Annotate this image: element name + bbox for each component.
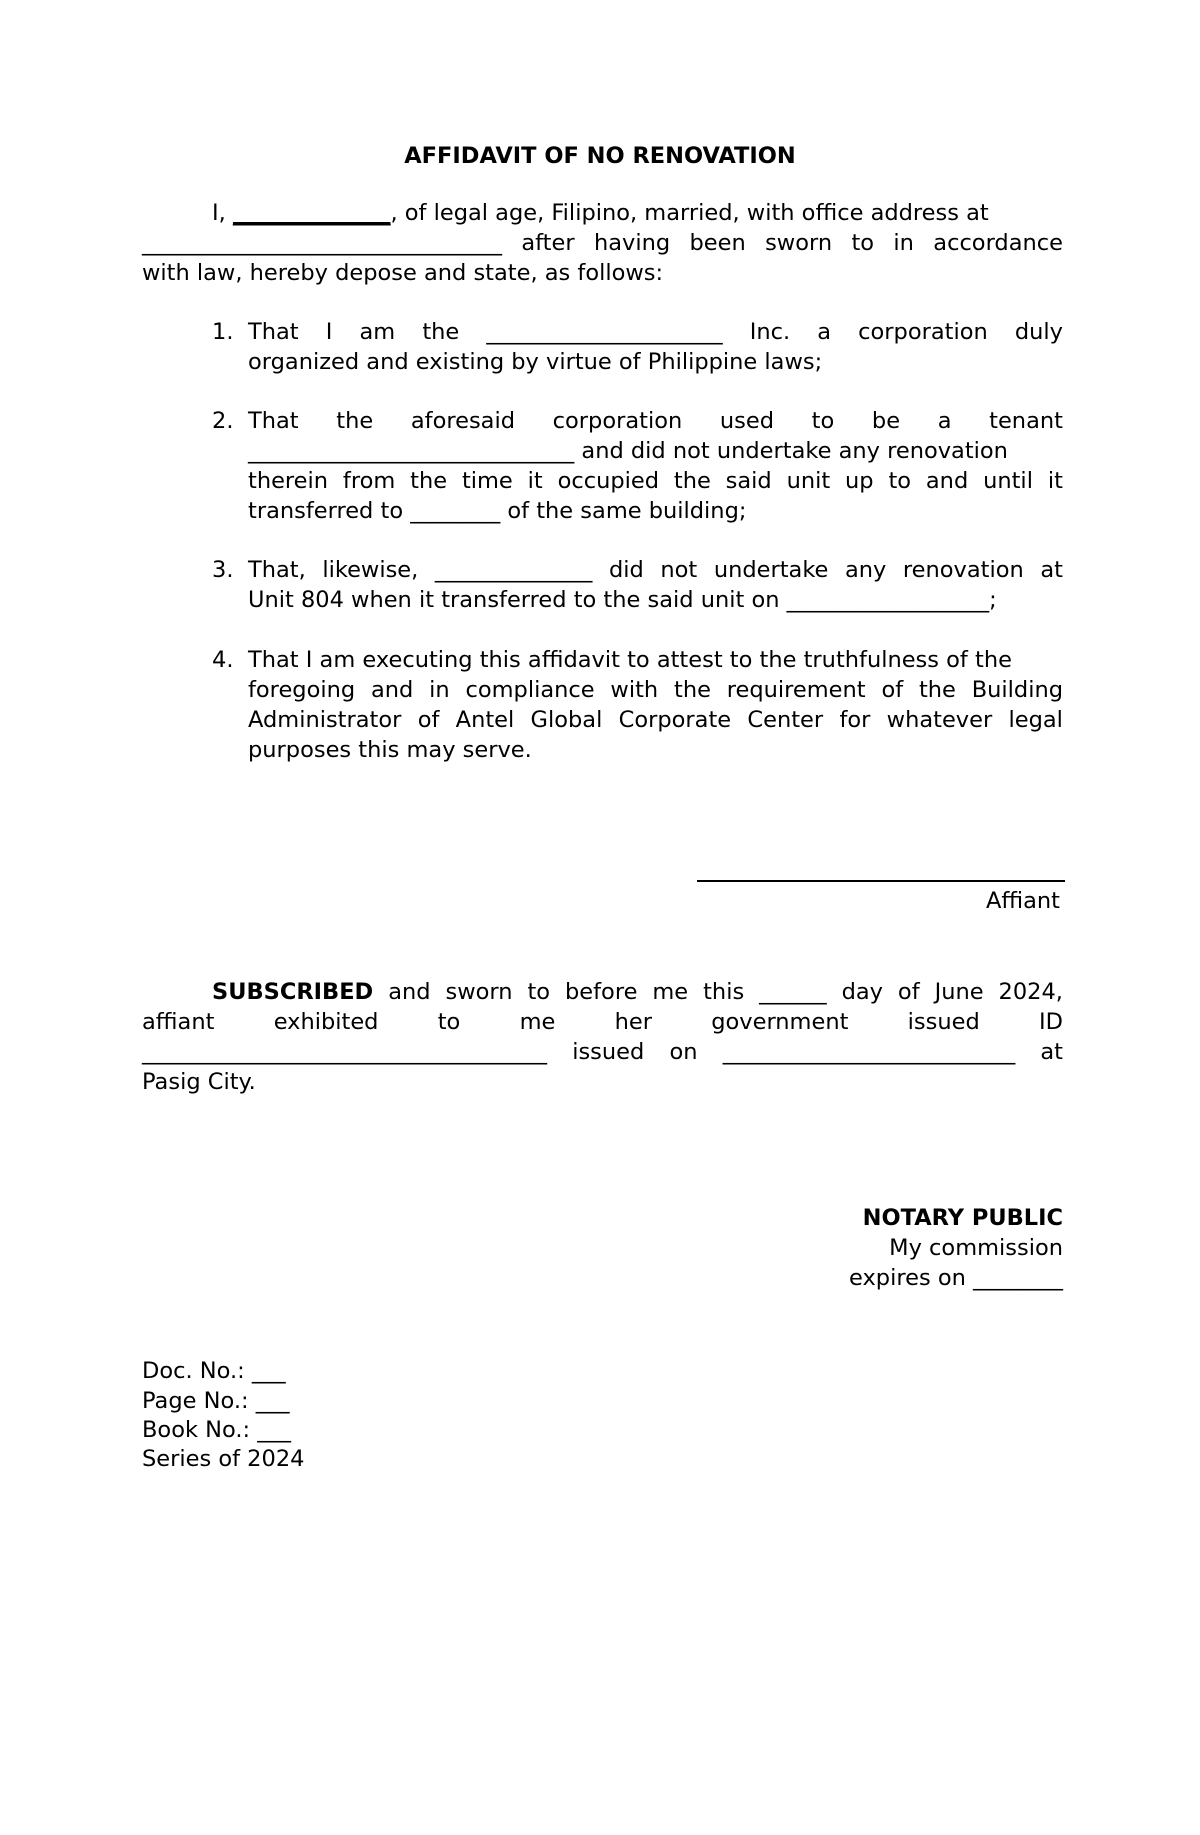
intro-line-3: with law, hereby depose and state, as follows: <box>142 260 664 286</box>
word: sworn <box>765 230 833 256</box>
word: the <box>422 319 460 345</box>
word: affiant <box>142 1009 215 1035</box>
word: to <box>811 408 835 434</box>
word: at <box>1040 1039 1063 1065</box>
word: therein <box>248 468 329 494</box>
jurat-line-2 <box>142 1007 1063 1037</box>
item-line <box>248 675 1063 705</box>
word: renovation <box>902 557 1024 583</box>
doc-number: Doc. No.: ___ <box>142 1358 286 1384</box>
word: at <box>1040 557 1063 583</box>
jurat-bold-word: SUBSCRIBED <box>212 979 374 1005</box>
word: for <box>839 707 871 733</box>
word: time <box>461 468 513 494</box>
word: used <box>719 408 774 434</box>
word: whatever <box>886 707 993 733</box>
item-number: 2. <box>212 408 234 434</box>
intro-line-2 <box>142 228 1063 258</box>
word: Administrator <box>248 707 402 733</box>
word: compliance <box>465 677 595 703</box>
word: That, <box>248 557 306 583</box>
word: corporation <box>552 408 683 434</box>
word: and <box>370 677 414 703</box>
word: it <box>1047 468 1063 494</box>
item-line <box>248 406 1063 436</box>
item-line: That I am executing this affidavit to attest to the truthfulness of the <box>248 647 1012 673</box>
word: Center <box>747 707 824 733</box>
word: up <box>845 468 874 494</box>
word: in <box>893 230 914 256</box>
word: to <box>888 468 912 494</box>
word: with <box>610 677 659 703</box>
word: it <box>527 468 543 494</box>
word: in <box>429 677 450 703</box>
word: legal <box>1008 707 1063 733</box>
word: the <box>336 408 374 434</box>
notary-commission-line: My commission <box>889 1235 1063 1261</box>
item-number: 4. <box>212 647 234 673</box>
item-line: transferred to ________ of the same building; <box>248 498 747 524</box>
address-blank: ________________________________ <box>142 230 502 256</box>
item-number: 3. <box>212 557 234 583</box>
intro-text: I, <box>212 200 226 226</box>
word: requirement <box>726 677 866 703</box>
word: Global <box>530 707 603 733</box>
word: likewise, <box>322 557 419 583</box>
word: corporation <box>858 319 988 345</box>
word: government <box>711 1009 849 1035</box>
page-number: Page No.: ___ <box>142 1388 290 1414</box>
book-number: Book No.: ___ <box>142 1417 291 1443</box>
word: undertake <box>713 557 829 583</box>
word: after <box>521 230 575 256</box>
word: sworn <box>445 979 513 1005</box>
jurat-line-4: Pasig City. <box>142 1069 256 1095</box>
word: of <box>897 979 920 1005</box>
word: the <box>673 468 711 494</box>
word: issued <box>572 1039 645 1065</box>
word: 2024, <box>998 979 1063 1005</box>
date-blank: __________________________ <box>722 1039 1016 1065</box>
name-blank: ______________ <box>232 200 391 226</box>
item-line <box>248 466 1063 496</box>
word: to <box>437 1009 461 1035</box>
affiant-signature-line <box>697 880 1065 882</box>
word: accordance <box>933 230 1063 256</box>
word: having <box>593 230 671 256</box>
jurat-line-1 <box>212 977 1063 1007</box>
word: foregoing <box>248 677 356 703</box>
item-line <box>248 705 1063 735</box>
word: exhibited <box>273 1009 379 1035</box>
word: _____________________ <box>486 319 723 345</box>
word: Antel <box>455 707 515 733</box>
item-line: purposes this may serve. <box>248 737 532 763</box>
word: tenant <box>989 408 1063 434</box>
word: Building <box>971 677 1063 703</box>
word: of <box>881 677 904 703</box>
word: this <box>703 979 745 1005</box>
word: unit <box>786 468 831 494</box>
word: on <box>669 1039 698 1065</box>
word: of <box>417 707 440 733</box>
word: the <box>674 677 711 703</box>
word: am <box>359 319 396 345</box>
affiant-label: Affiant <box>985 888 1060 914</box>
notary-expiry-line: expires on ________ <box>849 1265 1063 1291</box>
notary-public-title: NOTARY PUBLIC <box>862 1205 1063 1231</box>
item-number: 1. <box>212 319 234 345</box>
word: duly <box>1014 319 1063 345</box>
word: a <box>937 408 952 434</box>
word: Inc. <box>749 319 791 345</box>
item-line <box>248 555 1063 585</box>
id-blank: ____________________________________ <box>142 1039 547 1065</box>
item-line: organized and existing by virtue of Philippine laws; <box>248 349 823 375</box>
word: to <box>527 979 551 1005</box>
word: a <box>817 319 832 345</box>
item-line <box>248 317 1063 347</box>
word: did <box>608 557 644 583</box>
word: any <box>844 557 887 583</box>
word: I <box>325 319 333 345</box>
word: ID <box>1039 1009 1063 1035</box>
intro-line-1 <box>212 198 1063 228</box>
word: Corporate <box>618 707 732 733</box>
document-title: AFFIDAVIT OF NO RENOVATION <box>404 143 796 169</box>
word: her <box>614 1009 652 1035</box>
jurat-line-3 <box>142 1037 1063 1067</box>
word: to <box>851 230 875 256</box>
item-line: Unit 804 when it transferred to the said unit on __________________; <box>248 587 997 613</box>
word: be <box>871 408 901 434</box>
word: said <box>725 468 772 494</box>
word: the <box>918 677 956 703</box>
word: not <box>660 557 698 583</box>
word: the <box>410 468 448 494</box>
intro-text: , of legal age, Filipino, married, with office address at <box>390 200 989 226</box>
word: before <box>565 979 638 1005</box>
word: from <box>342 468 396 494</box>
word: and <box>388 979 431 1005</box>
word: me <box>519 1009 556 1035</box>
word: That <box>248 319 299 345</box>
word: aforesaid <box>410 408 515 434</box>
word: That <box>248 408 299 434</box>
word: ______________ <box>434 557 593 583</box>
item-line: _____________________________ and did not undertake any renovation <box>248 438 1008 464</box>
word: occupied <box>557 468 660 494</box>
word: and <box>925 468 969 494</box>
word: until <box>983 468 1033 494</box>
series-year: Series of 2024 <box>142 1446 305 1472</box>
word: been <box>689 230 746 256</box>
word: ______ <box>759 979 827 1005</box>
word: issued <box>907 1009 980 1035</box>
word: June <box>934 979 984 1005</box>
word: day <box>841 979 883 1005</box>
word: me <box>652 979 689 1005</box>
